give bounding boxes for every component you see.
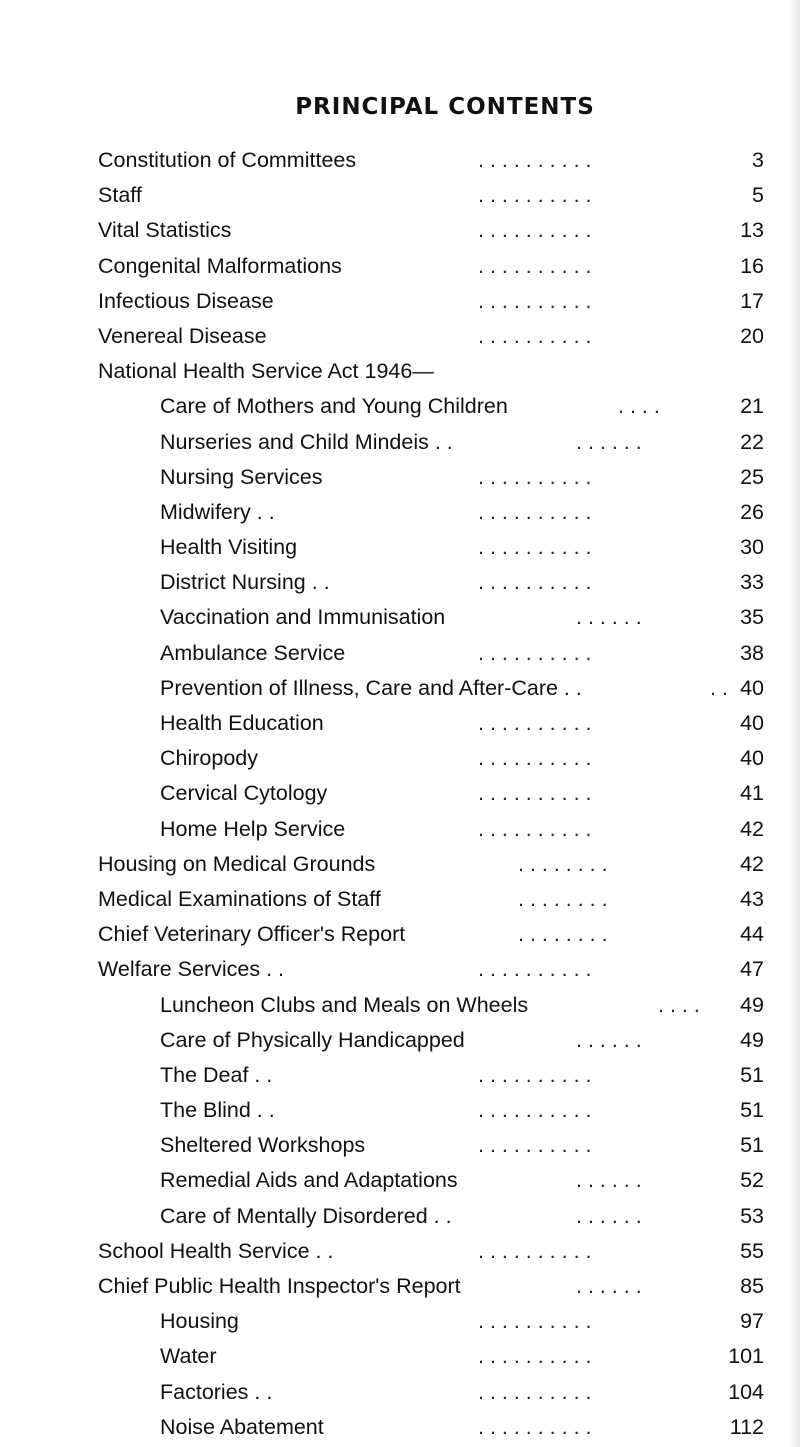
contents-list — [98, 143, 768, 1445]
toc-sub-entry — [98, 706, 768, 741]
entry-label: Care of Mentally Disordered . . — [160, 1203, 452, 1228]
page-number: 52 — [740, 1168, 764, 1193]
toc-entry — [98, 143, 768, 178]
dot-leader: . . . . . . . . . . — [478, 1062, 592, 1087]
page-number: 22 — [740, 429, 764, 454]
entry-label: Housing — [160, 1309, 239, 1334]
toc-sub-entry — [98, 600, 768, 635]
dot-leader: . . . . . . . . . . — [478, 640, 592, 665]
page-number: 47 — [740, 957, 764, 982]
page-number: 51 — [740, 1062, 764, 1087]
toc-sub-entry — [98, 1199, 768, 1234]
page-number: 20 — [740, 323, 764, 348]
page-number: 101 — [728, 1344, 764, 1369]
dot-leader: . . . . . . . . . . — [478, 711, 592, 735]
page-number: 3 — [752, 148, 764, 172]
entry-label: The Blind . . — [160, 1098, 275, 1123]
toc-sub-entry — [98, 741, 768, 776]
toc-sub-entry — [98, 1410, 768, 1445]
dot-leader: . . . . . . . . — [518, 922, 608, 947]
page-number: 38 — [740, 640, 764, 665]
entry-label: Noise Abatement — [160, 1414, 324, 1439]
entry-label: Water — [160, 1344, 217, 1369]
dot-leader: . . . . . . . . . . — [478, 1133, 592, 1158]
dot-leader: . . . . . . . . . . — [478, 1379, 592, 1404]
toc-entry — [98, 1269, 768, 1304]
dot-leader: . . . . . . . . . . — [478, 816, 592, 841]
dot-leader: . . . . . . — [576, 1203, 642, 1228]
toc-sub-entry — [98, 776, 768, 811]
entry-label: Chief Veterinary Officer's Report — [98, 922, 406, 947]
entry-label: Medical Examinations of Staff — [98, 886, 381, 911]
page-number: 97 — [740, 1309, 764, 1334]
toc-sub-entry — [98, 1093, 768, 1128]
dot-leader: . . . . . . . . . . — [478, 1414, 592, 1439]
dot-leader: . . . . . . . . . . — [478, 323, 592, 348]
toc-entry — [98, 284, 768, 319]
dot-leader: . . . . — [618, 394, 660, 419]
entry-label: Home Help Service — [160, 816, 346, 841]
toc-sub-entry — [98, 1375, 768, 1410]
dot-leader: . . . . . . . . . . — [478, 499, 592, 524]
page-number: 33 — [740, 570, 764, 595]
entry-label: District Nursing . . — [160, 570, 330, 595]
page-number: 40 — [740, 746, 764, 771]
page-number: 30 — [740, 535, 764, 560]
page-number: 49 — [740, 992, 764, 1017]
page-number: 42 — [740, 816, 764, 841]
toc-section-heading — [98, 354, 768, 389]
page-number: 13 — [740, 218, 764, 243]
page-number: 51 — [740, 1133, 764, 1158]
toc-entry — [98, 178, 768, 213]
dot-leader: . . . . . . — [576, 1274, 642, 1298]
toc-sub-entry — [98, 1339, 768, 1374]
entry-label: Nursing Services — [160, 464, 323, 489]
toc-sub-entry — [98, 1058, 768, 1093]
page-number: 21 — [740, 394, 764, 419]
entry-label: Congenital Malformations — [98, 253, 342, 278]
dot-leader: . . — [710, 675, 728, 700]
entry-label: Welfare Services . . — [98, 957, 284, 982]
page-number: 35 — [740, 605, 764, 630]
dot-leader: . . . . . . — [576, 1168, 642, 1193]
page-number: 112 — [729, 1414, 764, 1439]
dot-leader: . . . . . . — [576, 605, 642, 630]
toc-sub-entry — [98, 530, 768, 565]
entry-label: Constitution of Committees — [98, 148, 357, 172]
dot-leader: . . . . . . . . . . — [478, 148, 592, 172]
toc-sub-entry — [98, 812, 768, 847]
page-number: 85 — [740, 1274, 764, 1298]
entry-label: Remedial Aids and Adaptations — [160, 1168, 458, 1193]
page-number: 16 — [740, 253, 764, 278]
entry-label: Ambulance Service — [160, 640, 346, 665]
entry-label: Prevention of Illness, Care and After-Care . . — [160, 675, 582, 700]
page-edge-shadow — [788, 0, 800, 1447]
entry-label: Vital Statistics — [98, 218, 232, 243]
dot-leader: . . . . . . . . . . — [478, 746, 592, 771]
page-number: 104 — [728, 1379, 764, 1404]
dot-leader: . . . . . . . . — [518, 851, 608, 876]
toc-sub-entry — [98, 1128, 768, 1163]
toc-entry — [98, 1234, 768, 1269]
page-number: 53 — [740, 1203, 764, 1228]
page-number: 25 — [740, 464, 764, 489]
entry-label: Vaccination and Immunisation — [160, 605, 446, 630]
entry-label: Midwifery . . — [160, 499, 275, 524]
dot-leader: . . . . . . . . . . — [478, 1238, 592, 1263]
toc-sub-entry — [98, 389, 768, 424]
dot-leader: . . . . . . . . — [518, 886, 608, 911]
entry-label: Venereal Disease — [98, 323, 267, 348]
entry-label: Infectious Disease — [98, 288, 274, 313]
dot-leader: . . . . . . . . . . — [478, 218, 592, 243]
page-number: 41 — [740, 781, 764, 806]
toc-sub-entry — [98, 425, 768, 460]
toc-sub-entry — [98, 460, 768, 495]
toc-entry — [98, 249, 768, 284]
entry-label: Health Education — [160, 711, 324, 735]
toc-sub-entry — [98, 988, 768, 1023]
entry-label: The Deaf . . — [160, 1062, 273, 1087]
dot-leader: . . . . . . . . . . — [478, 781, 592, 806]
dot-leader: . . . . — [658, 992, 700, 1017]
entry-label: Factories . . — [160, 1379, 273, 1404]
entry-label: Luncheon Clubs and Meals on Wheels — [160, 992, 529, 1017]
entry-label: Housing on Medical Grounds — [98, 851, 376, 876]
toc-entry — [98, 952, 768, 987]
page-number: 55 — [740, 1238, 764, 1263]
toc-sub-entry — [98, 636, 768, 671]
dot-leader: . . . . . . — [576, 429, 642, 454]
dot-leader: . . . . . . — [576, 1027, 642, 1052]
page-number: 42 — [740, 851, 764, 876]
toc-sub-entry — [98, 1304, 768, 1339]
page-number: 43 — [740, 886, 764, 911]
page-number: 17 — [740, 288, 764, 313]
entry-label: National Health Service Act 1946— — [98, 359, 434, 384]
page-number: 40 — [740, 675, 764, 700]
toc-entry — [98, 917, 768, 952]
entry-label: Nurseries and Child Mindeis . . — [160, 429, 453, 454]
dot-leader: . . . . . . . . . . — [478, 1344, 592, 1369]
toc-sub-entry — [98, 1163, 768, 1198]
dot-leader: . . . . . . . . . . — [478, 1309, 592, 1334]
dot-leader: . . . . . . . . . . — [478, 957, 592, 982]
dot-leader: . . . . . . . . . . — [478, 183, 592, 208]
dot-leader: . . . . . . . . . . — [478, 464, 592, 489]
page-number: 44 — [740, 922, 764, 947]
toc-entry — [98, 882, 768, 917]
entry-label: Care of Mothers and Young Children — [160, 394, 508, 419]
dot-leader: . . . . . . . . . . — [478, 570, 592, 595]
dot-leader: . . . . . . . . . . — [478, 253, 592, 278]
toc-sub-entry — [98, 495, 768, 530]
page-number: 51 — [740, 1098, 764, 1123]
entry-label: Staff — [98, 183, 142, 208]
page-number: 26 — [740, 499, 764, 524]
toc-sub-entry — [98, 671, 768, 706]
dot-leader: . . . . . . . . . . — [478, 1098, 592, 1123]
entry-label: Chiropody — [160, 746, 258, 771]
page-number: 49 — [740, 1027, 764, 1052]
dot-leader: . . . . . . . . . . — [478, 288, 592, 313]
page-number: 5 — [752, 183, 764, 208]
page-number: 40 — [740, 711, 764, 735]
entry-label: Chief Public Health Inspector's Report — [98, 1274, 461, 1298]
entry-label: Cervical Cytology — [160, 781, 328, 806]
toc-entry — [98, 213, 768, 248]
page-title: PRINCIPAL CONTENTS — [295, 94, 595, 120]
entry-label: Health Visiting — [160, 535, 298, 560]
entry-label: School Health Service . . — [98, 1238, 334, 1263]
toc-entry — [98, 319, 768, 354]
toc-sub-entry — [98, 565, 768, 600]
entry-label: Care of Physically Handicapped — [160, 1027, 465, 1052]
toc-entry — [98, 847, 768, 882]
dot-leader: . . . . . . . . . . — [478, 535, 592, 560]
entry-label: Sheltered Workshops — [160, 1133, 366, 1158]
toc-sub-entry — [98, 1023, 768, 1058]
